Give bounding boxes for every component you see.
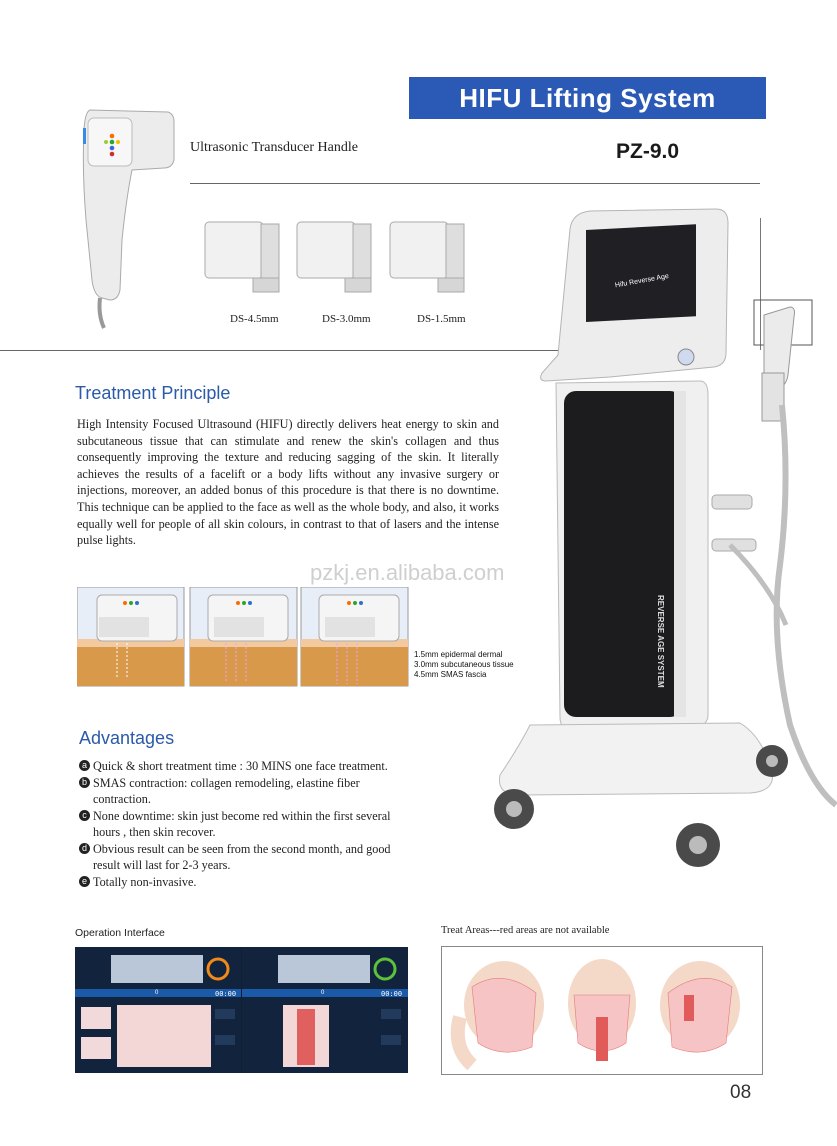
cartridge-image xyxy=(203,218,283,298)
treat-areas-image xyxy=(441,946,763,1075)
list-item xyxy=(79,775,419,808)
treat-areas-label: Treat Areas---red areas are not available xyxy=(441,925,610,936)
advantage-text: Obvious result can be seen from the second month, and good result will last for 2-3 years. xyxy=(93,841,391,872)
advantage-text: SMAS contraction: collagen remodeling, elastine fiber contraction. xyxy=(93,775,360,806)
center-value: 0 xyxy=(155,990,159,996)
cartridge-image xyxy=(388,218,468,298)
advantage-text: None downtime: skin just become red within the first several hours , then skin recover. xyxy=(93,808,391,839)
principle-body: High Intensity Focused Ultrasound (HIFU) directly delivers heat energy to skin and subcutaneous tissue that can stimulate and renew the skin's collagen and thus consequently improving the texture and reducing sagging of the skin. It literally achieves the results of a facelift or a body lifts without any invasive surgery or injections, moreover, an added bonus of this procedure is that there is no downtime. This technique can be applied to the face as well as the whole body, and also, it works equally well for people of all skin colours, in contrast to that of lasers and the intense pulse lights. xyxy=(77,417,499,548)
center-value: 0 xyxy=(321,990,325,996)
cartridge-image xyxy=(295,218,375,298)
list-item xyxy=(79,758,419,775)
screen-text: Hifu Reverse Age xyxy=(614,272,670,290)
advantages-list xyxy=(79,758,419,890)
list-item xyxy=(79,874,419,891)
principle-heading: Treatment Principle xyxy=(75,383,231,403)
cartridge-label: DS-3.0mm xyxy=(322,313,371,325)
list-item xyxy=(79,841,419,874)
operation-screen-image xyxy=(75,947,408,1073)
cartridge-label: DS-4.5mm xyxy=(230,313,279,325)
depth-label: 1.5mm epidermal dermal xyxy=(414,650,503,659)
model-number: PZ-9.0 xyxy=(616,140,680,163)
time-left: 00:00 xyxy=(381,990,403,998)
depth-label: 3.0mm subcutaneous tissue xyxy=(414,660,514,669)
handle-label: Ultrasonic Transducer Handle xyxy=(190,140,358,155)
face-diagrams-image xyxy=(442,947,762,1074)
page-number: 08 xyxy=(730,1082,752,1103)
depth-label: 4.5mm SMAS fascia xyxy=(414,670,487,679)
bullet-icon: d xyxy=(79,843,90,854)
bullet-icon: e xyxy=(79,876,90,887)
cartridge-label: DS-1.5mm xyxy=(417,313,466,325)
page-title: HIFU Lifting System xyxy=(409,77,766,119)
hifu-machine-image xyxy=(490,205,837,875)
operation-screenshot xyxy=(75,947,408,1073)
advantages-heading: Advantages xyxy=(79,728,175,748)
divider xyxy=(0,350,560,351)
side-text: REVERSE AGE SYSTEM xyxy=(656,595,665,688)
depth-illustration xyxy=(77,587,412,687)
bullet-icon: c xyxy=(79,810,90,821)
watermark: pzkj.en.alibaba.com xyxy=(310,560,505,585)
advantage-text: Totally non-invasive. xyxy=(93,874,197,889)
list-item xyxy=(79,808,419,841)
bullet-icon: b xyxy=(79,777,90,788)
transducer-handle-image xyxy=(70,100,180,330)
bullet-icon: a xyxy=(79,760,90,771)
advantage-text: Quick & short treatment time : 30 MINS one face treatment. xyxy=(93,759,388,773)
divider xyxy=(190,183,760,184)
time-left: 00:00 xyxy=(215,990,237,998)
operation-label: Operation Interface xyxy=(75,927,165,939)
